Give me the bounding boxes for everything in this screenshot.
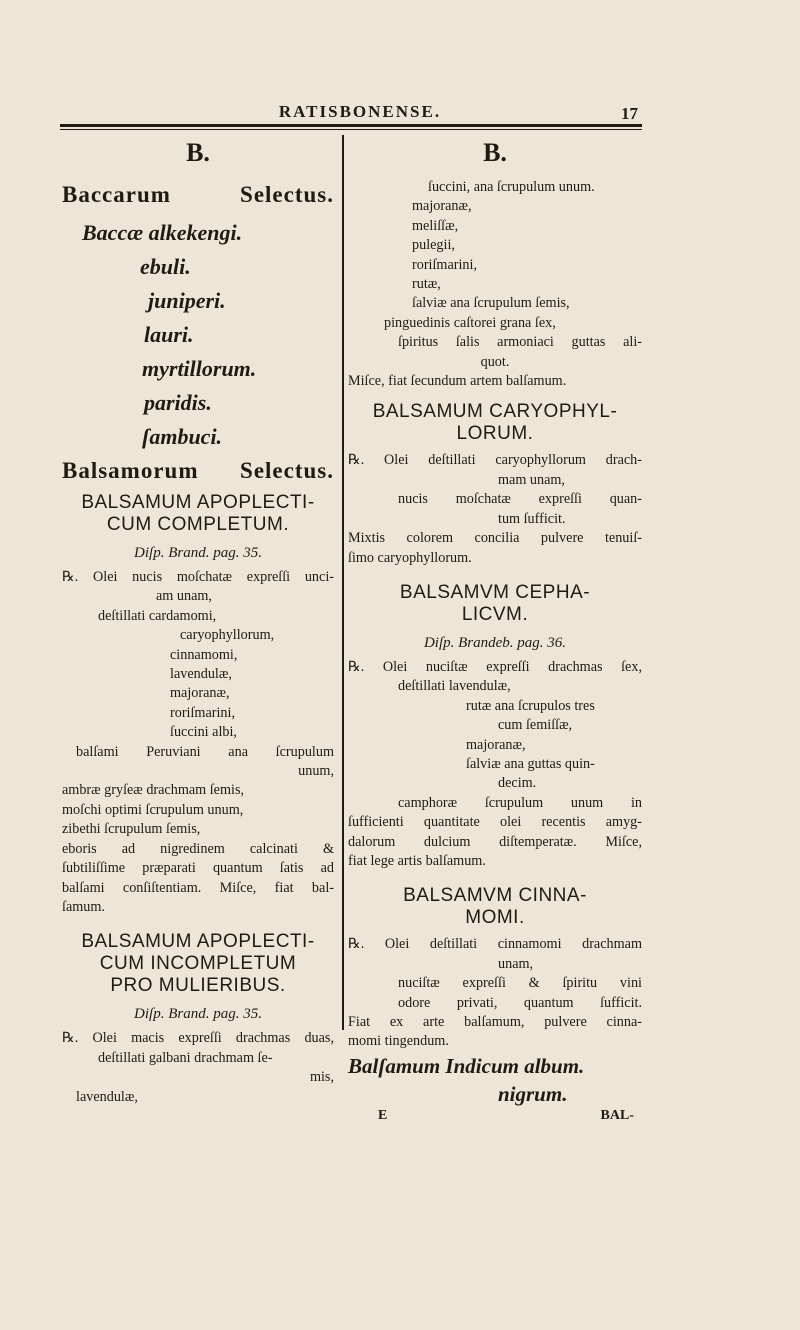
recipe-reference: Diſp. Brandeb. pag. 36. [423,634,567,651]
text-line: cinnamomi, [170,646,238,663]
text-line: nuciſtæ expreſſi & ſpiritu vini [398,975,642,992]
text-line: lavendulæ, [170,666,232,683]
right-column [348,138,642,1124]
text-line: ſamum. [62,898,105,915]
recipe-title [348,885,642,929]
text-line: meliſſæ, [412,217,459,234]
text-line: pinguedinis caſtorei grana ſex, [384,314,556,331]
text-line: ſufficienti quantitate olei recentis amyg- [348,814,642,831]
text-line: deſtillati galbani drachmam ſe- [98,1049,273,1066]
recipe-body [348,935,642,1051]
page-number: 17 [621,104,638,123]
baccarum-heading [62,178,334,212]
heading-word: Baccarum [62,182,171,207]
title-line: BALSAMVM CINNA- [403,885,587,907]
text-line: quot. [480,353,510,370]
recipe-reference: Diſp. Brand. pag. 35. [134,1006,262,1023]
text-line: camphoræ ſcrupulum unum in [398,794,642,811]
catchword: BAL- [600,1107,634,1123]
text-line: majoranæ, [170,685,230,702]
text-line: decim. [498,775,537,792]
recipe-body [348,658,642,871]
text-line: majoranæ, [412,198,472,215]
text-line: cum ſemiſſæ, [498,717,573,734]
text-line: momi tingendum. [348,1033,449,1050]
text-line: nucis moſchatæ expreſſi quan- [398,491,642,508]
text-line: odore privati, quantum ſufficit. [398,994,642,1011]
text-line: rutæ ana ſcrupulos tres [466,697,595,714]
text-line: zibethi ſcrupulum ſemis, [62,821,201,838]
list-item: myrtillorum. [142,356,257,381]
text-line: Miſce, fiat ſecundum artem balſamum. [348,373,567,390]
text-line: ſuccini, ana ſcrupulum unum. [428,179,595,195]
text-line: majoranæ, [466,736,526,753]
text-line: deſtillati lavendulæ, [398,678,511,695]
recipe-reference: Diſp. Brand. pag. 35. [134,545,262,561]
text-line: eboris ad nigredinem calcinati & [62,840,334,857]
list-item: paridis. [144,390,212,415]
title-line: PRO MULIERIBUS. [110,975,286,997]
text-line: am unam, [156,588,212,605]
closing-entry: Balſamum Indicum album. [348,1053,585,1078]
recipe-body [62,1029,334,1107]
title-line: LORUM. [456,423,534,445]
text-line: ℞. Olei nucis moſchatæ expreſſi unci- [62,569,334,585]
title-line: BALSAMUM CARYOPHYL- [372,401,618,423]
title-line: CUM COMPLETUM. [106,514,290,535]
text-line: rutæ, [412,276,441,293]
text-line: balſami conſiſtentiam. Miſce, fiat bal- [62,879,334,896]
recipe-title [348,582,642,626]
recipe-body [62,568,334,917]
text-line: tum ſufficit. [498,510,566,527]
text-line: ℞. Olei deſtillati caryophyllorum drach- [348,452,642,469]
catchwords [348,1108,642,1124]
text-line: roriſmarini, [412,256,478,273]
text-line: ℞. Olei macis expreſſi drachmas duas, [62,1030,334,1047]
text-line: caryophyllorum, [180,627,275,644]
text-line: ſpiritus ſalis armoniaci guttas ali- [398,334,642,351]
header-rule-thin [60,129,642,130]
balsamorum-heading [62,454,334,488]
recipe-body [348,451,642,567]
list-item: ſambuci. [142,424,223,449]
title-line: BALSAMUM APOPLECTI- [81,931,315,953]
running-title: RATISBONENSE. [278,102,442,121]
header-rule [60,124,642,127]
list-item: ebuli. [140,254,191,279]
title-line: BALSAMUM APOPLECTI- [81,492,315,513]
section-letter: B. [186,138,210,167]
text-line: Mixtis colorem concilia pulvere tenuiſ- [348,530,642,547]
heading-word: Selectus. [240,182,334,207]
text-line: ſimo caryophyllorum. [348,549,472,566]
text-line: dalorum dulcium diſtemperatæ. Miſce, [348,833,642,850]
text-line: ℞. Olei deſtillati cinnamomi drachmam [348,936,642,953]
list-item: lauri. [144,322,194,347]
left-column [62,138,334,1107]
text-line: ſalviæ ana ſcrupulum ſemis, [412,295,570,312]
continued-recipe [348,178,642,391]
text-line: deſtillati cardamomi, [98,607,217,624]
text-line: ℞. Olei nuciſtæ expreſſi drachmas ſex, [348,658,642,675]
text-line: mis, [309,1069,334,1086]
text-line: Fiat ex arte balſamum, pulvere cinna- [348,1014,642,1030]
text-line: mam unam, [498,471,565,488]
recipe-title [62,931,334,997]
title-line: BALSAMVM CEPHA- [399,581,591,603]
text-line: ambræ gryſeæ drachmam ſemis, [62,782,245,799]
text-line: balſami Peruviani ana ſcrupulum [76,743,334,760]
recipe-title [62,492,334,536]
text-line: moſchi optimi ſcrupulum unum, [62,801,244,818]
section-letter: B. [483,138,507,167]
text-line: pulegii, [412,237,455,254]
text-line: ſubtiliſſime præparati quantum ſatis ad [62,860,334,877]
text-line: roriſmarini, [170,704,236,721]
text-line: unam, [498,955,534,972]
signature-mark: E [378,1107,388,1123]
text-line: ſalviæ ana guttas quin- [466,755,595,772]
list-item: juniperi. [148,288,226,313]
title-line: MOMI. [465,907,525,929]
heading-word: Selectus. [240,458,334,483]
column-divider [342,135,344,1030]
title-line: CUM INCOMPLETUM [99,953,297,975]
list-item: Baccæ alkekengi. [82,220,243,245]
text-line: lavendulæ, [76,1088,138,1105]
title-line: LICVM. [461,603,529,625]
text-line: ſuccini albi, [170,724,237,741]
closing-entry: nigrum. [498,1081,568,1106]
text-line: fiat lege artis balſamum. [348,852,486,869]
text-line: unum, [298,763,334,780]
recipe-title [348,401,642,445]
heading-word: Balsamorum [62,458,199,483]
